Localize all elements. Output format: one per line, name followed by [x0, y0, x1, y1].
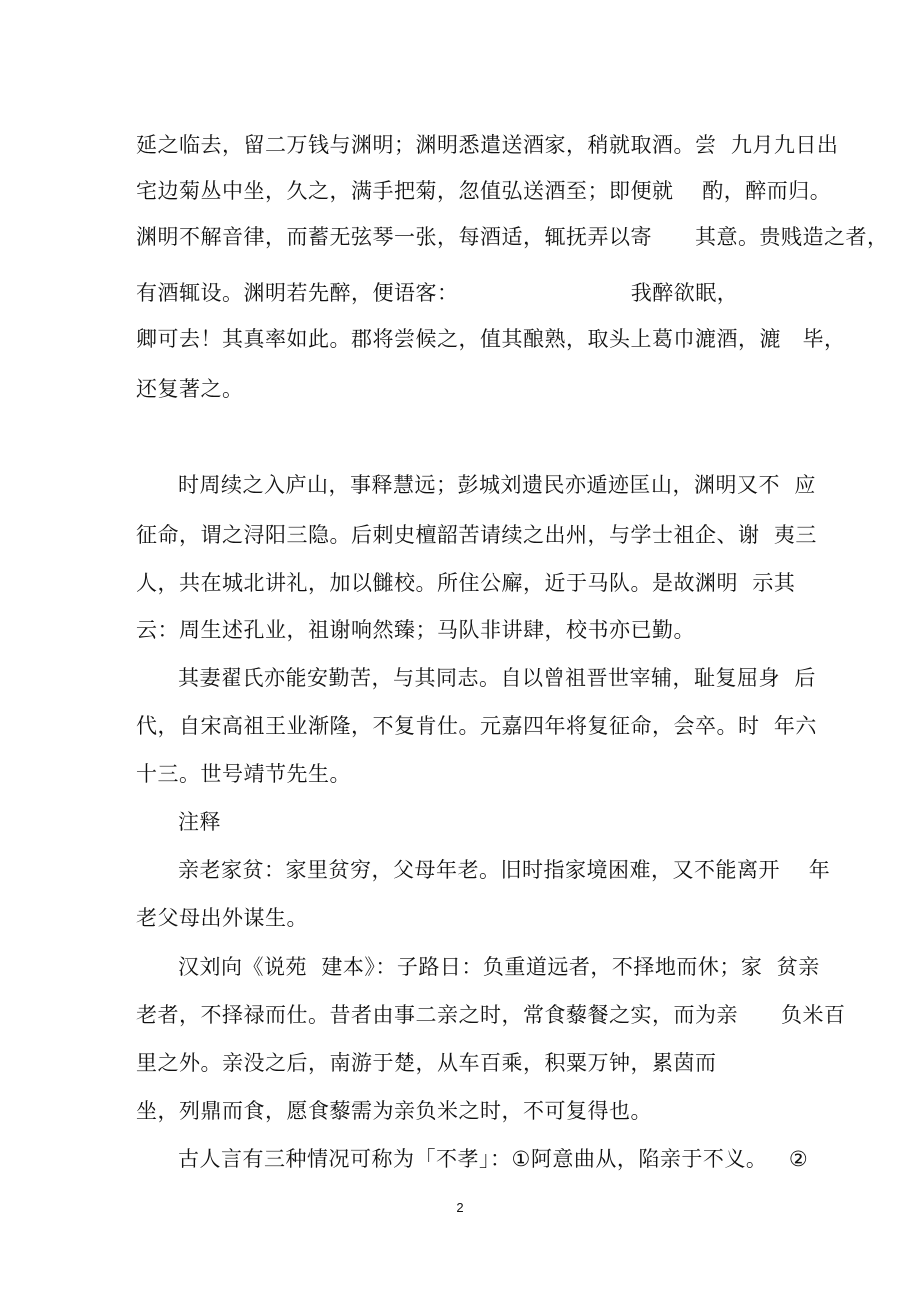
text-line: 宅边菊丛中坐，久之，满手把菊，忽值弘送酒至；即便就 酌，醉而归。 — [136, 179, 832, 203]
text-line: 还复著之。 — [136, 377, 244, 401]
text-line: 渊明不解音律，而蓄无弦琴一张，每酒适，辄抚弄以寄 其意。贵贱造之者， — [136, 225, 889, 249]
text-line: 老者，不择禄而仕。昔者由事二亲之时，常食藜餐之实，而为亲 负米百 — [136, 1003, 846, 1027]
text-line: 坐，列鼎而食，愿食藜需为亲负米之时，不可复得也。 — [136, 1099, 652, 1123]
page-number: 2 — [456, 1200, 464, 1215]
text-line: 时周续之入庐山，事释慧远；彭城刘遗民亦遁迹匡山，渊明又不 应 — [178, 473, 816, 497]
text-line: 征命，谓之浔阳三隐。后刺史檀韶苦请续之出州，与学士祖企、谢 夷三 — [136, 523, 817, 547]
text-line: 古人言有三种情况可称为「不孝」：①阿意曲从，陷亲于不义。 ② — [178, 1147, 809, 1171]
text-line: 十三。世号靖节先生。 — [136, 762, 351, 786]
text-line: 云：周生述孔业，祖谢响然臻；马队非讲肆，校书亦已勤。 — [136, 618, 695, 642]
text-line: 有酒辄设。渊明若先醉，便语客： 我醉欲眠， — [136, 281, 739, 305]
text-line: 亲老家贫：家里贫穷，父母年老。旧时指家境困难，又不能离开 年 — [178, 858, 831, 882]
text-line: 其妻翟氏亦能安勤苦，与其同志。自以曾祖晋世宰辅，耻复屈身 后 — [178, 666, 816, 690]
section-heading: 注释 — [178, 810, 221, 834]
text-line: 老父母出外谋生。 — [136, 906, 308, 930]
text-line: 代，自宋高祖王业渐隆，不复肯仕。元嘉四年将复征命，会卒。时 年六 — [136, 714, 817, 738]
text-line: 卿可去！其真率如此。郡将尝候之，值其酿熟，取头上葛巾漉酒，漉 毕， — [136, 327, 846, 351]
text-line: 人，共在城北讲礼，加以雠校。所住公廨，近于马队。是故渊明 示其 — [136, 571, 796, 595]
text-line: 里之外。亲没之后，南游于楚，从车百乘，积粟万钟，累茵而 — [136, 1051, 717, 1075]
text-line: 汉刘向《说苑 建本》：子路日：负重道远者，不择地而休；家 贫亲 — [178, 955, 820, 979]
text-line: 延之临去，留二万钱与渊明；渊明悉遣送酒家，稍就取酒。尝 九月九日出 — [136, 133, 839, 157]
